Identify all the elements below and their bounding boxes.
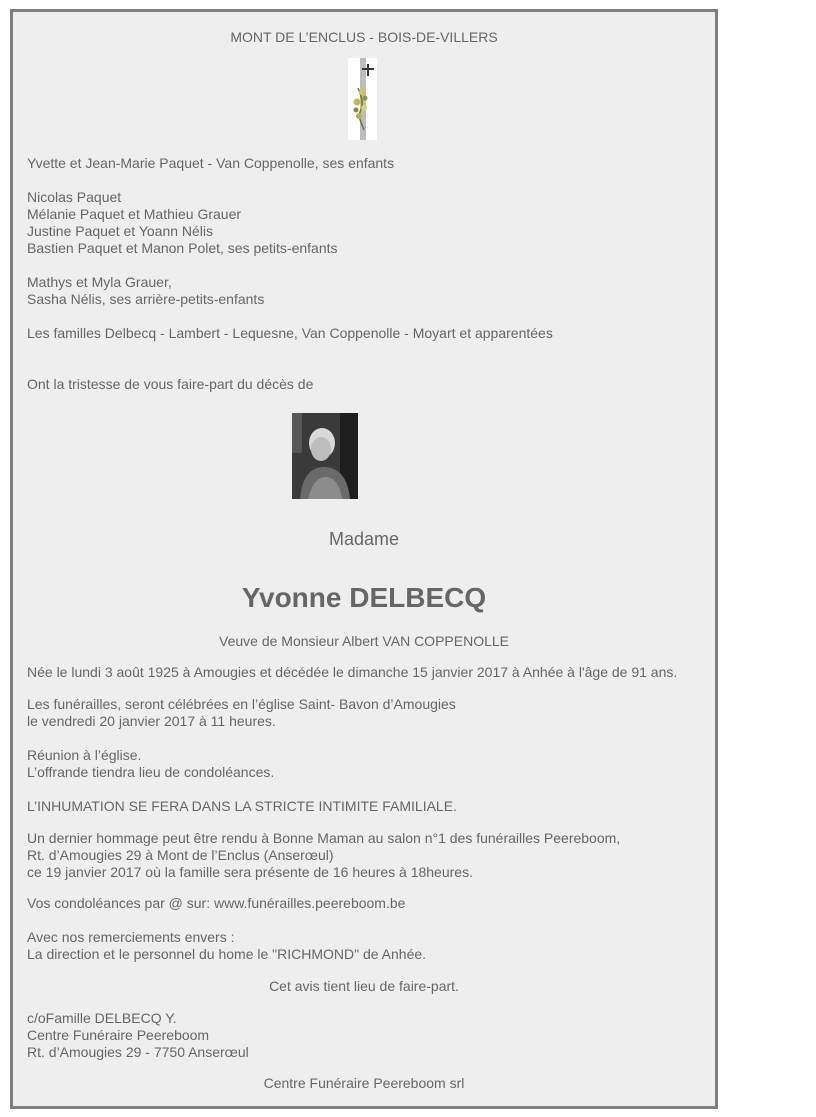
families-line: Les familles Delbecq - Lambert - Lequesne, Van Coppenolle - Moyart et apparentées (27, 325, 553, 341)
tribute-line: Rt. d’Amougies 29 à Mont de l’Enclus (Anserœul) (27, 847, 334, 863)
deceased-name: Yvonne DELBECQ (241, 582, 487, 613)
great-grandchild-line: Sasha Nélis, ses arrière-petits-enfants (27, 291, 265, 307)
contact-line: Centre Funéraire Peereboom (27, 1027, 210, 1043)
grandchild-line: Justine Paquet et Yoann Nélis (27, 223, 214, 239)
birth-death-line: Née le lundi 3 août 1925 à Amougies et décédée le dimanche 15 janvier 2017 à Anhée à l'âge de 91 ans. (27, 664, 678, 680)
meeting-line: L’offrande tiendra lieu de condoléances. (27, 764, 275, 780)
great-grandchild-line: Mathys et Myla Grauer, (27, 274, 172, 290)
contact-line: Rt. d’Amougies 29 - 7750 Anserœul (27, 1044, 249, 1060)
grandchild-line: Bastien Paquet et Manon Polet, ses petits-enfants (27, 240, 338, 256)
announcement-text: Ont la tristesse de vous faire-part du décès de (27, 376, 314, 392)
grandchild-line: Mélanie Paquet et Mathieu Grauer (27, 206, 242, 222)
cross-with-flowers-icon (348, 58, 377, 140)
funeral-line: Les funérailles, seront célébrées en l’église Saint- Bavon d’Amougies (27, 696, 456, 712)
children-line: Yvette et Jean-Marie Paquet - Van Coppenolle, ses enfants (27, 155, 395, 171)
burial-line: L’INHUMATION SE FERA DANS LA STRICTE INTIMITE FAMILIALE. (27, 798, 457, 814)
meeting-line: Réunion à l’église. (27, 747, 142, 763)
thanks-line: Avec nos remerciements envers : (27, 929, 235, 945)
grandchild-line: Nicolas Paquet (27, 189, 122, 205)
location-header: MONT DE L’ENCLUS - BOIS-DE-VILLERS (230, 29, 498, 45)
tribute-line: ce 19 janvier 2017 où la famille sera présente de 16 heures à 18heures. (27, 864, 473, 880)
notice-line: Cet avis tient lieu de faire-part. (269, 978, 459, 994)
tribute-line: Un dernier hommage peut être rendu à Bonne Maman au salon n°1 des funérailles Peereboom, (27, 830, 621, 846)
deceased-portrait (292, 413, 358, 499)
funeral-line: le vendredi 20 janvier 2017 à 11 heures. (27, 713, 276, 729)
condolences-line: Vos condoléances par @ sur: www.funérailles.peereboom.be (27, 895, 406, 911)
thanks-line: La direction et le personnel du home le "RICHMOND" de Anhée. (27, 946, 427, 962)
widow-of-line: Veuve de Monsieur Albert VAN COPPENOLLE (219, 633, 509, 649)
deceased-title: Madame (328, 529, 400, 549)
footer-line: Centre Funéraire Peereboom srl (263, 1075, 465, 1091)
contact-line: c/oFamille DELBECQ Y. (27, 1010, 177, 1026)
obituary-card (10, 9, 718, 1109)
